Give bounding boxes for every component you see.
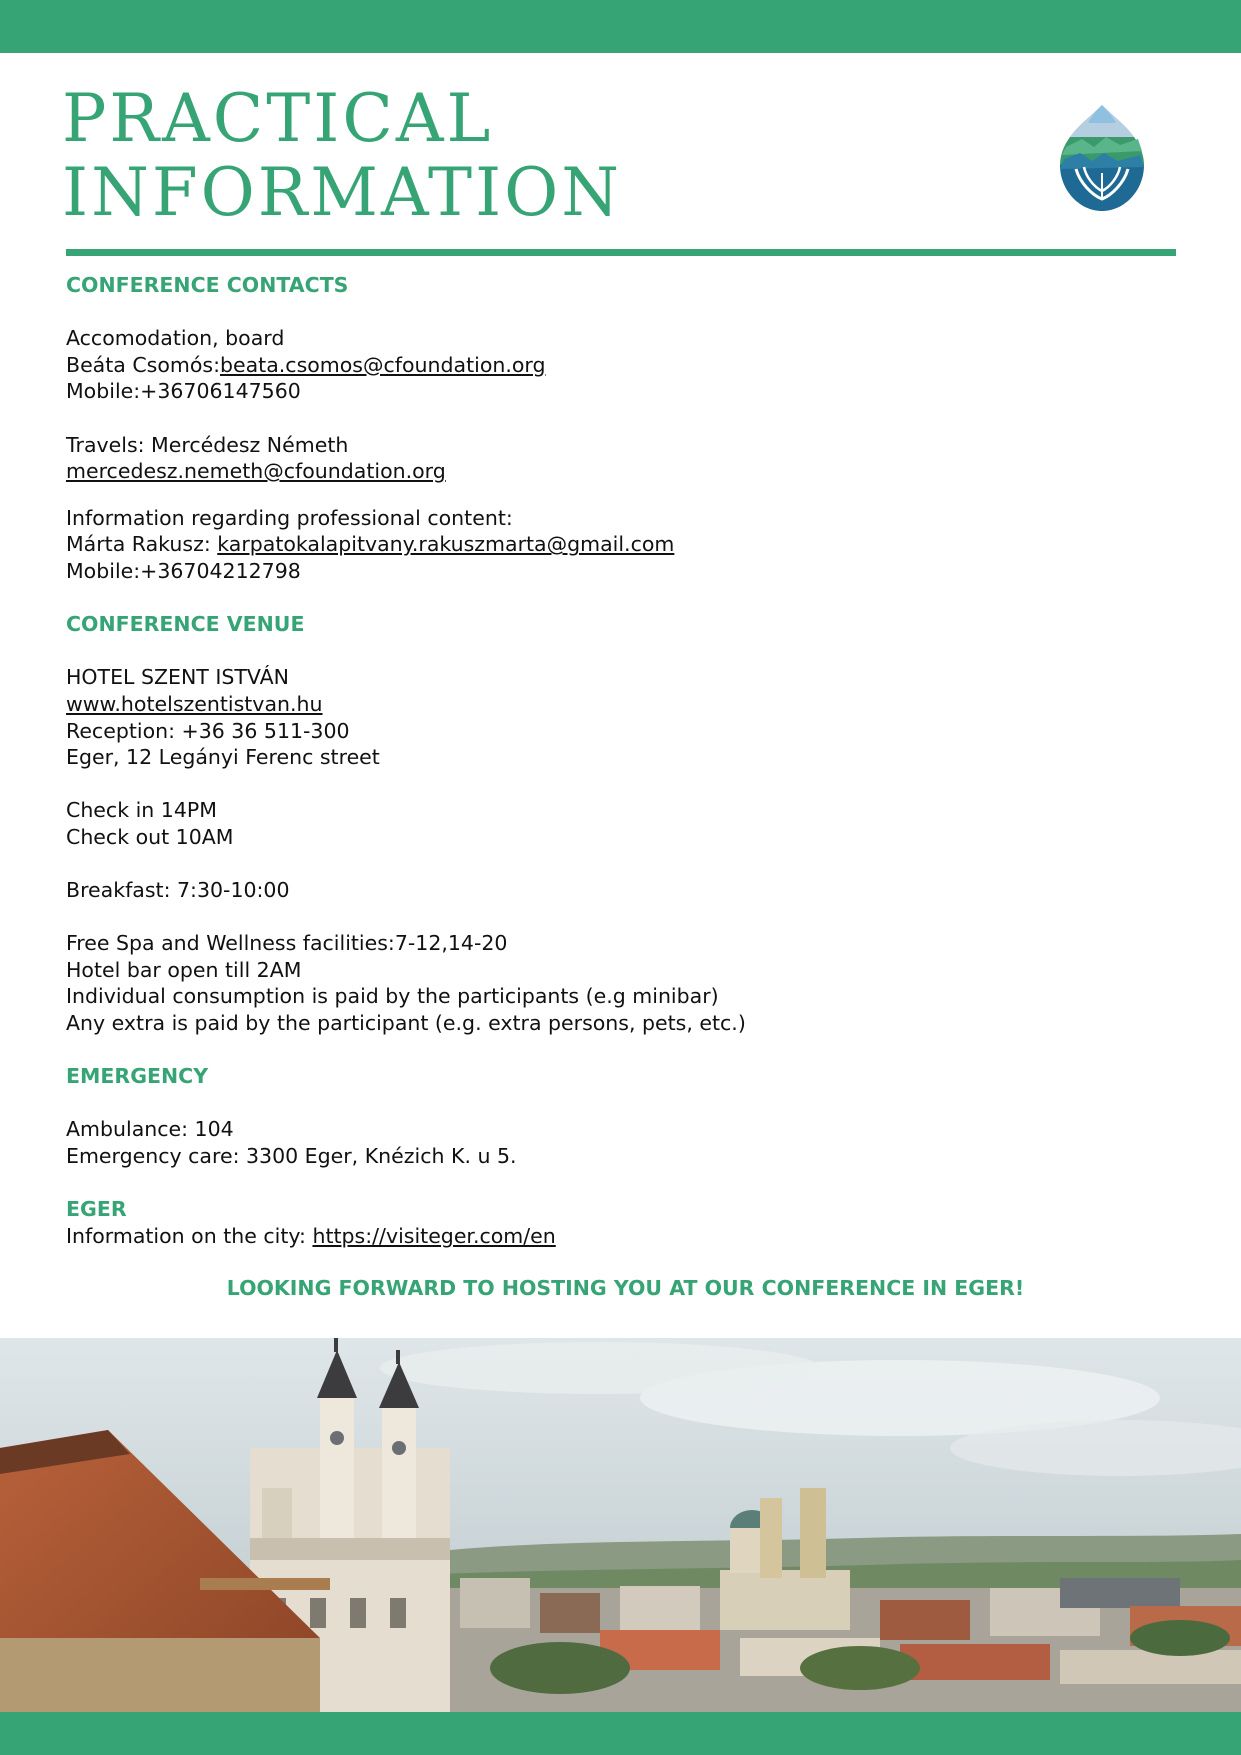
emergency-care: Emergency care: 3300 Eger, Knézich K. u 5.: [66, 1144, 517, 1168]
spa-info: Free Spa and Wellness facilities:7-12,14-20: [66, 931, 508, 956]
city-info-label: Information on the city:: [66, 1223, 313, 1248]
hotel-reception: Reception: +36 36 511-300: [66, 718, 350, 743]
bottom-accent-bar: [0, 1712, 1241, 1755]
professional-email-link[interactable]: karpatokalapitvany.rakuszmarta@gmail.com: [217, 532, 675, 557]
top-accent-bar: [0, 0, 1241, 53]
professional-mobile: Mobile:+36704212798: [66, 558, 301, 583]
ambulance: Ambulance: 104: [66, 1117, 234, 1142]
eger-cityscape-photo: [0, 1338, 1241, 1712]
breakfast: Breakfast: 7:30-10:00: [66, 878, 290, 903]
accommodation-title: Accomodation, board: [66, 326, 285, 351]
extra-payment: Any extra is paid by the participant (e.g. extra persons, pets, etc.): [66, 1011, 746, 1036]
city-info-link[interactable]: https://visiteger.com/en: [312, 1223, 556, 1248]
header-divider: [66, 249, 1176, 256]
professional-name: Márta Rakusz:: [66, 532, 218, 557]
page-title: [62, 82, 622, 230]
hotel-website-link[interactable]: www.hotelszentistvan.hu: [66, 691, 323, 716]
travels-email-link[interactable]: mercedesz.nemeth@cfoundation.org: [66, 459, 446, 484]
professional-title: Information regarding professional content:: [66, 505, 513, 530]
accommodation-name: Beáta Csomós:: [66, 352, 220, 377]
accommodation-mobile: Mobile:+36706147560: [66, 379, 301, 404]
main-content: [66, 272, 1176, 1249]
title-line-2: INFORMATION: [62, 154, 623, 231]
hotel-address: Eger, 12 Legányi Ferenc street: [66, 745, 380, 770]
eger-heading: EGER: [66, 1197, 127, 1222]
closing-message: LOOKING FORWARD TO HOSTING YOU AT OUR CONFERENCE IN EGER!: [226, 1276, 1025, 1300]
accommodation-contact: [66, 352, 1176, 379]
individual-consumption: Individual consumption is paid by the participants (e.g minibar): [66, 984, 719, 1009]
check-out: Check out 10AM: [66, 824, 234, 849]
city-info: [66, 1223, 1176, 1250]
bar-info: Hotel bar open till 2AM: [66, 957, 302, 982]
accommodation-email-link[interactable]: beata.csomos@cfoundation.org: [220, 352, 546, 377]
drop-logo-icon: [1058, 103, 1146, 213]
title-line-1: PRACTICAL: [62, 80, 494, 157]
travels-title: Travels: Mercédesz Németh: [66, 432, 349, 457]
contacts-heading: CONFERENCE CONTACTS: [66, 273, 349, 297]
venue-heading: CONFERENCE VENUE: [66, 612, 305, 637]
emergency-heading: EMERGENCY: [66, 1064, 209, 1089]
check-in: Check in 14PM: [66, 798, 217, 823]
hotel-name: HOTEL SZENT ISTVÁN: [66, 665, 289, 690]
professional-contact: [66, 531, 1176, 558]
